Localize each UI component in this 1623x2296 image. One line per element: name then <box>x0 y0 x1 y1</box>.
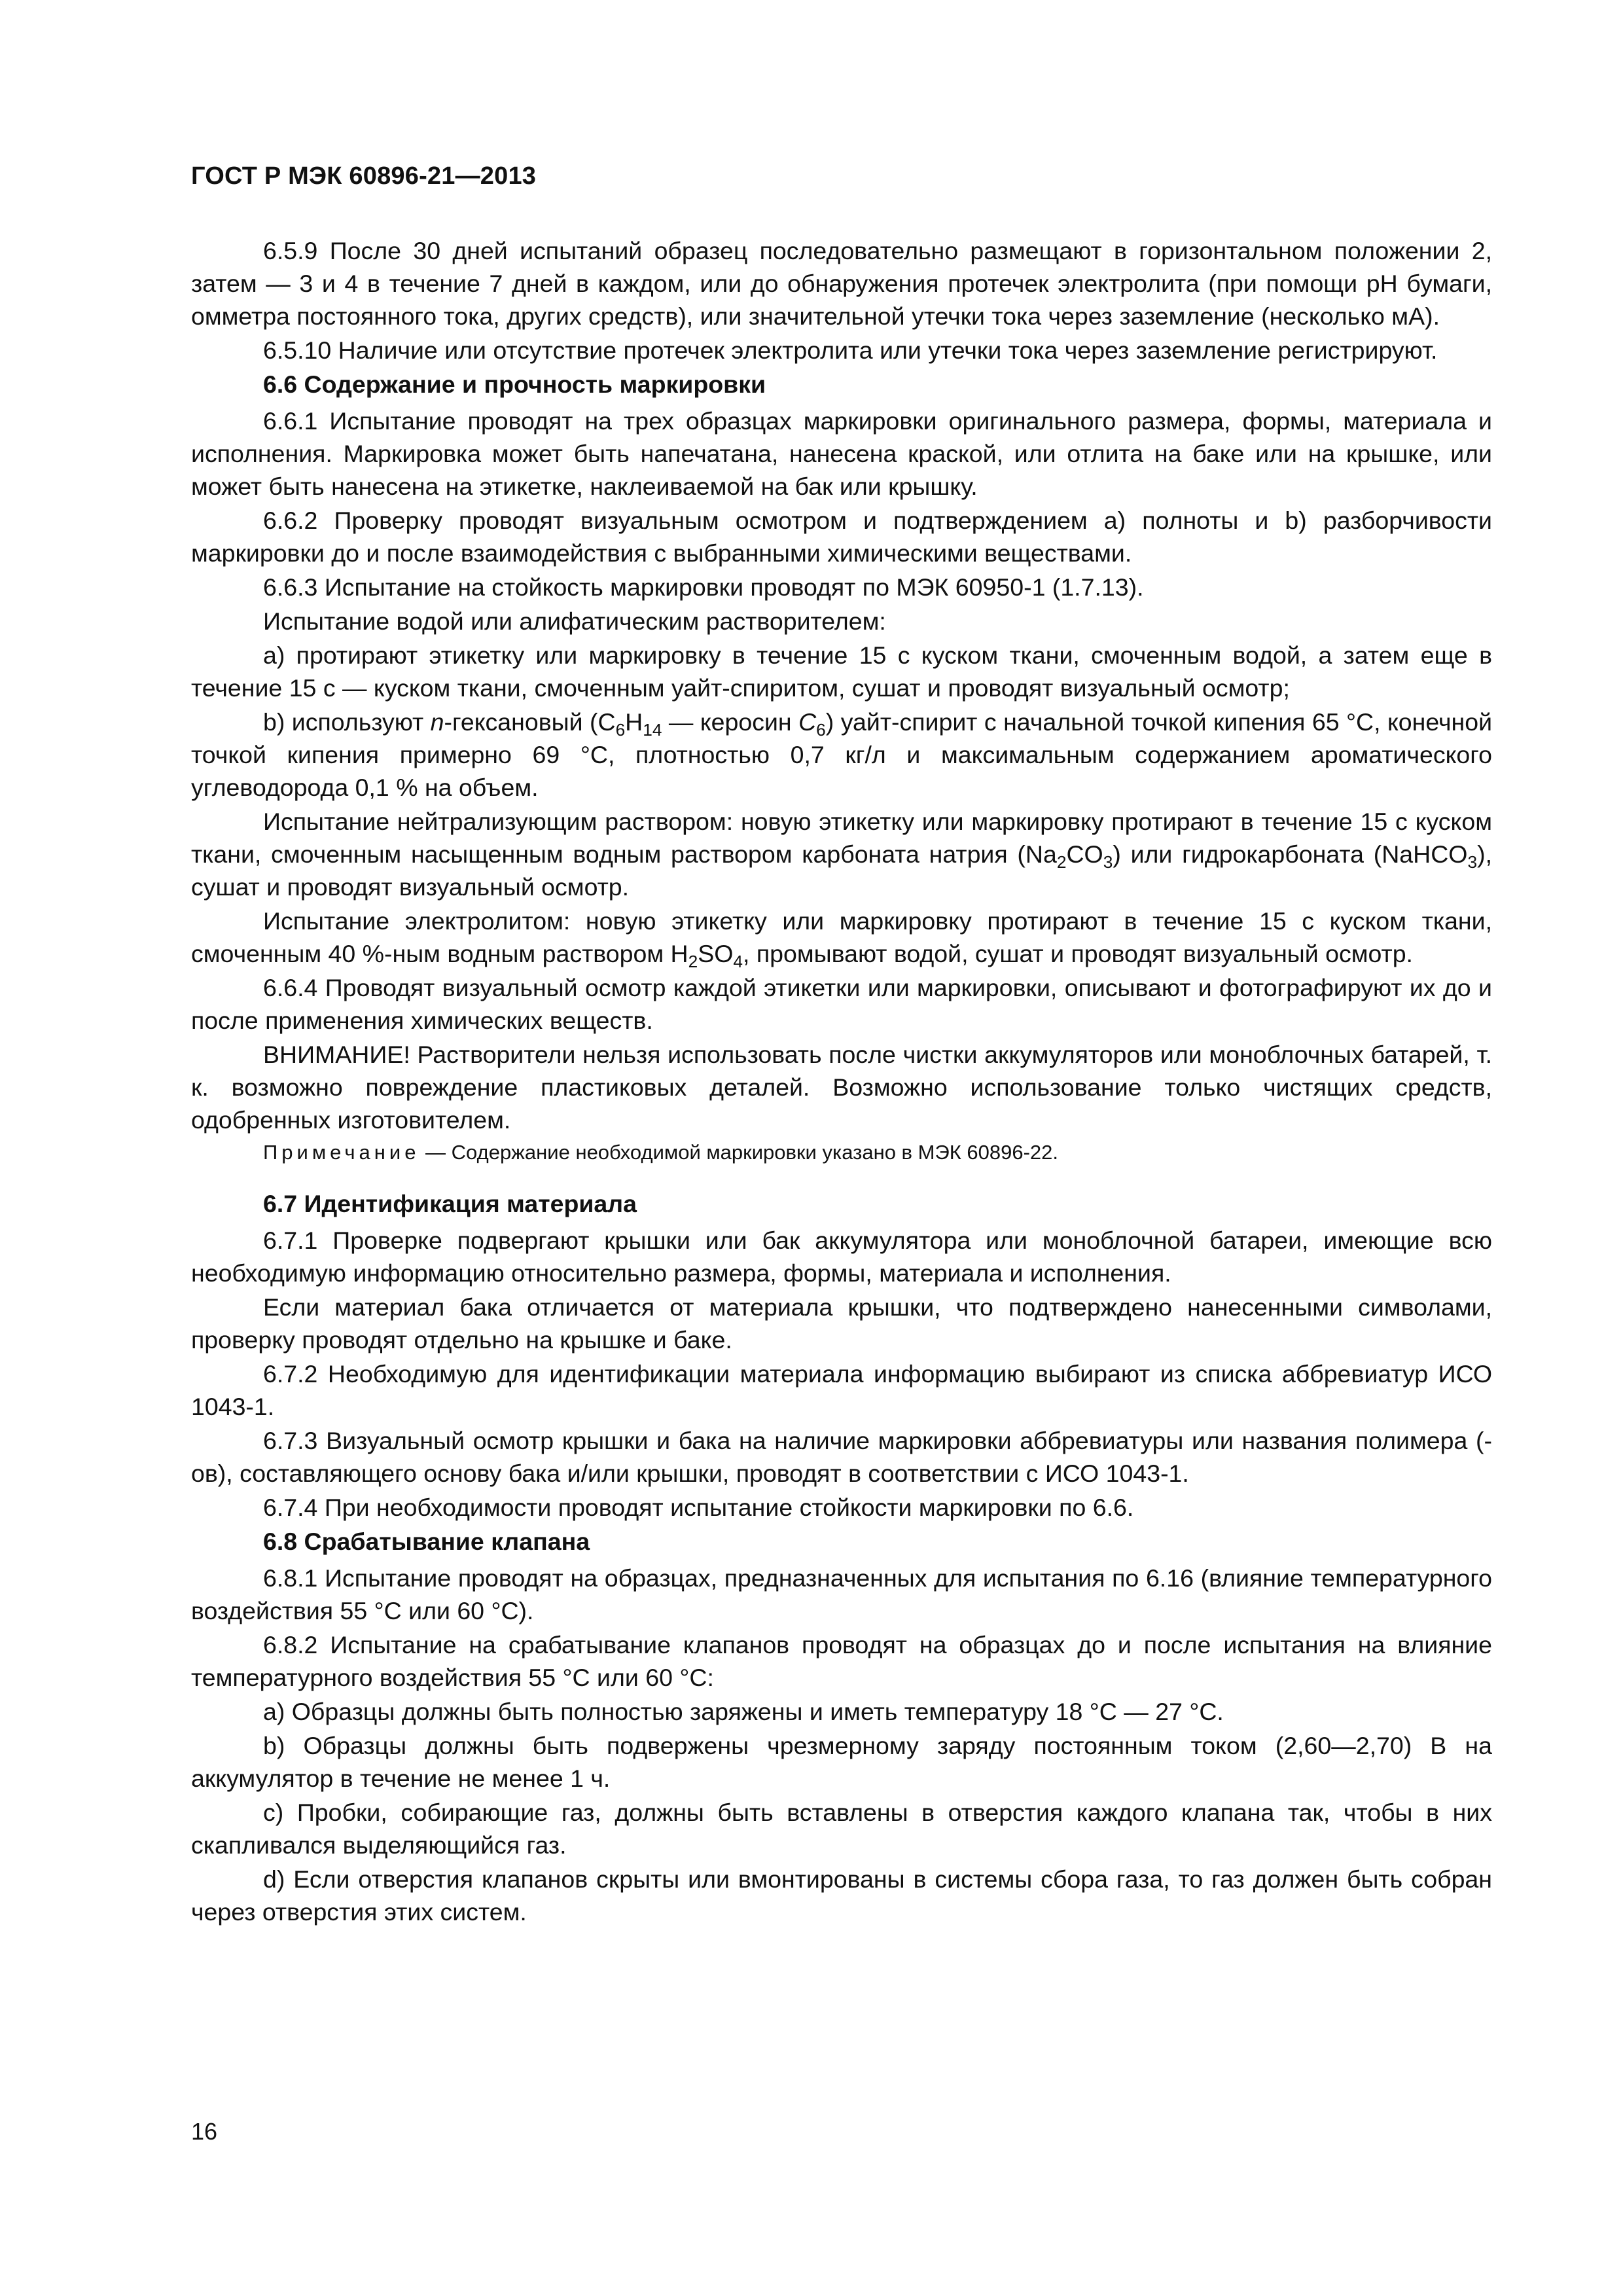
list-item-b: b) используют n-гексановый ($C_6H_{14}$ — керосин $C_6$) уайт-спирит с начальной точкой кипения 65 °C, конечной точкой кипения примерно 69 °C, плотностью 0,7 кг/л и максимальным содержанием ароматического углеводорода 0,1 % на объем. <box>191 708 1493 801</box>
clause-6-6-2: 6.6.2 Проверку проводят визуальным осмотром и подтверждением a) полноты и b) разборчивости маркировки до и после взаимодействия с выбранными химическими веществами. <box>191 507 1492 567</box>
valve-item-a: a) Образцы должны быть полностью заряжены и иметь температуру 18 °C — 27 °C. <box>263 1698 1224 1725</box>
document-body <box>191 234 1492 1928</box>
clause-6-8-1: 6.8.1 Испытание проводят на образцах, предназначенных для испытания по 6.16 (влияние температурного воздействия 55 °C или 60 °C). <box>191 1564 1492 1624</box>
clause-6-5-10: 6.5.10 Наличие или отсутствие протечек электролита или утечки тока через заземление регистрируют. <box>263 336 1438 364</box>
section-heading-6-8: 6.8 Срабатывание клапана <box>263 1528 590 1555</box>
page-number: 16 <box>191 2118 218 2145</box>
clause-6-7-3: 6.7.3 Визуальный осмотр крышки и бака на наличие маркировки аббревиатуры или названия полимера (-ов), составляющего основу бака и/или крышки, проводят в соответствии с ИСО 1043-1. <box>191 1427 1492 1487</box>
clause-6-6-4: 6.6.4 Проводят визуальный осмотр каждой этикетки или маркировки, описывают и фотографируют их до и после применения химических веществ. <box>191 974 1492 1034</box>
note-text: — Содержание необходимой маркировки указано в МЭК 60896-22. <box>419 1141 1059 1164</box>
section-heading-6-7: 6.7 Идентификация материала <box>263 1190 637 1217</box>
note <box>191 1138 1492 1168</box>
clause-6-6-1: 6.6.1 Испытание проводят на трех образцах маркировки оригинального размера, формы, материала и исполнения. Маркировка может быть напечатана, нанесена краской, или отлита на баке или на крышке, или может быть нанесена на этикетке, наклеиваемой на бак или крышку. <box>191 407 1492 500</box>
clause-6-5-9: 6.5.9 После 30 дней испытаний образец последовательно размещают в горизонтальном положении 2, затем — 3 и 4 в течение 7 дней в каждом, или до обнаружения протечек электролита (при помощи pH бумаги, омметра постоянного тока, других средств), или значительной утечки тока через заземление (несколько мА). <box>191 237 1492 330</box>
clause-6-8-2: 6.8.2 Испытание на срабатывание клапанов проводят на образцах до и после испытания на влияние температурного воздействия 55 °C или 60 °C: <box>191 1631 1492 1691</box>
clause-6-6-3: 6.6.3 Испытание на стойкость маркировки проводят по МЭК 60950-1 (1.7.13). <box>263 573 1144 601</box>
warning-paragraph: ВНИМАНИЕ! Растворители нельзя использовать после чистки аккумуляторов или моноблочных батарей, т. к. возможно повреждение пластиковых деталей. Возможно использование только чистящих средств, одобренных изготовителем. <box>191 1041 1492 1134</box>
clause-6-7-4: 6.7.4 При необходимости проводят испытание стойкости маркировки по 6.6. <box>263 1494 1134 1521</box>
valve-item-c: c) Пробки, собирающие газ, должны быть вставлены в отверстия каждого клапана так, чтобы в них скапливался выделяющийся газ. <box>191 1799 1492 1859</box>
water-test-intro: Испытание водой или алифатическим растворителем: <box>263 607 886 635</box>
valve-item-d: d) Если отверстия клапанов скрыты или вмонтированы в системы сбора газа, то газ должен быть собран через отверстия этих систем. <box>191 1865 1492 1926</box>
clause-6-7-2: 6.7.2 Необходимую для идентификации материала информацию выбирают из списка аббревиатур ИСО 1043-1. <box>191 1360 1492 1420</box>
list-item-a: a) протирают этикетку или маркировку в течение 15 с куском ткани, смоченным водой, а затем еще в течение 15 с — куском ткани, смоченным уайт-спиритом, сушат и проводят визуальный осмотр; <box>191 641 1492 702</box>
document-header: ГОСТ Р МЭК 60896-21—2013 <box>191 162 537 190</box>
valve-item-b: b) Образцы должны быть подвержены чрезмерному заряду постоянным током (2,60—2,70) В на аккумулятор в течение не менее 1 ч. <box>191 1732 1492 1792</box>
electrolyte-test: Испытание электролитом: новую этикетку или маркировку протирают в течение 15 с куском ткани, смоченным 40 %-ным водным раствором $H_2SO_4$, промывают водой, сушат и проводят визуальный осмотр. <box>191 907 1492 971</box>
clause-6-7-1: 6.7.1 Проверке подвергают крышки или бак аккумулятора или моноблочной батареи, имеющие всю необходимую информацию относительно размера, формы, материала и исполнения. <box>191 1227 1492 1287</box>
note-label: Примечание <box>263 1141 420 1164</box>
clause-6-7-1-continuation: Если материал бака отличается от материала крышки, что подтверждено нанесенными символами, проверку проводят отдельно на крышке и баке. <box>191 1293 1492 1354</box>
section-heading-6-6: 6.6 Содержание и прочность маркировки <box>263 370 766 398</box>
neutralizing-test: Испытание нейтрализующим раствором: новую этикетку или маркировку протирают в течение 15 с куском ткани, смоченным насыщенным водным раствором карбоната натрия $(Na_2CO_3)$ или гидрокарбоната (NaHCO$_3$), сушат и проводят визуальный осмотр. <box>191 808 1492 901</box>
